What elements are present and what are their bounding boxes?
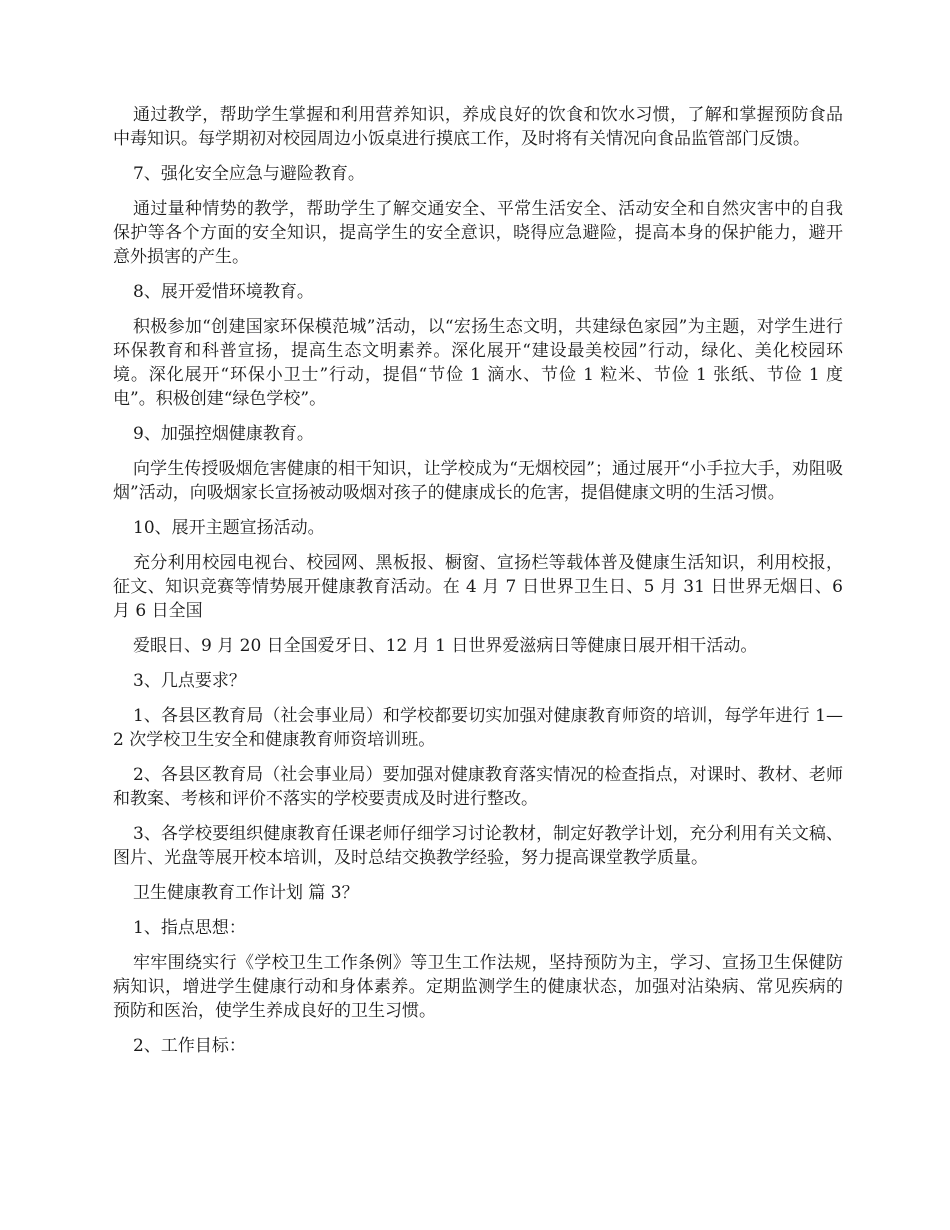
paragraph-theme-promotion: 充分利用校园电视台、校园网、黑板报、橱窗、宣扬栏等载体普及健康生活知识，利用校报，征文、知识竞赛等情势展开健康教育活动。在 4 月 7 日世界卫生日、5 月 31 日世界无烟日、6 月 6 日全国 [113, 553, 843, 621]
heading-theme-promotion: 10、展开主题宣扬活动。 [133, 518, 325, 538]
heading-plan-part-3: 卫生健康教育工作计划 篇 3？ [133, 883, 359, 903]
paragraph-tobacco-control: 向学生传授吸烟危害健康的相干知识，让学校成为“无烟校园”；通过展开“小手拉大手，劝阻吸烟”活动，向吸烟家长宣扬被动吸烟对孩子的健康成长的危害，提倡健康文明的生活习惯。 [113, 459, 843, 503]
paragraph-requirement-1: 1、各县区教育局（社会事业局）和学校都要切实加强对健康教育师资的培训，每学年进行 1—2 次学校卫生安全和健康教育师资培训班。 [113, 706, 843, 750]
heading-requirements: 3、几点要求？ [133, 671, 246, 691]
paragraph-guiding-thought: 牢牢围绕实行《学校卫生工作条例》等卫生工作法规，坚持预防为主，学习、宣扬卫生保健防病知识，增进学生健康行动和身体素养。定期监测学生的健康状态，加强对沾染病、常见疾病的预防和医治，使学生养成良好的卫生习惯。 [113, 953, 843, 1021]
heading-tobacco-control: 9、加强控烟健康教育。 [133, 424, 314, 444]
paragraph-nutrition-education: 通过教学，帮助学生掌握和利用营养知识，养成良好的饮食和饮水习惯，了解和掌握预防食品中毒知识。每学期初对校园周边小饭桌进行摸底工作，及时将有关情况向食品监管部门反馈。 [113, 105, 843, 149]
paragraph-safety-knowledge: 通过量种情势的教学，帮助学生了解交通安全、平常生活安全、活动安全和自然灾害中的自我保护等各个方面的安全知识，提高学生的安全意识，晓得应急避险，提高本身的保护能力，避开意外损害的产生。 [113, 199, 843, 267]
document-page [113, 103, 843, 1069]
paragraph-requirement-2: 2、各县区教育局（社会事业局）要加强对健康教育落实情况的检查指点，对课时、教材、老师和教案、考核和评价不落实的学校要责成及时进行整改。 [113, 765, 843, 809]
paragraph-environment-activities: 积极参加“创建国家环保模范城”活动，以“宏扬生态文明，共建绿色家园”为主题，对学生进行环保教育和科普宣扬，提高生态文明素养。深化展开“建设最美校园”行动，绿化、美化校园环境。深化展开“环保小卫士”行动，提倡“节俭 1 滴水、节俭 1 粒米、节俭 1 张纸、节俭 1 度电”。积极创建“绿色学校”。 [113, 317, 843, 409]
paragraph-requirement-3: 3、各学校要组织健康教育任课老师仔细学习讨论教材，制定好教学计划，充分利用有关文稿、图片、光盘等展开校本培训，及时总结交换教学经验，努力提高课堂教学质量。 [113, 824, 843, 868]
heading-work-goals: 2、工作目标： [133, 1036, 246, 1056]
heading-guiding-thought: 1、指点思想： [133, 918, 246, 938]
paragraph-health-days: 爱眼日、9 月 20 日全国爱牙日、12 月 1 日世界爱滋病日等健康日展开相干活动。 [133, 636, 758, 656]
heading-environment-education: 8、展开爱惜环境教育。 [133, 282, 314, 302]
heading-safety-emergency: 7、强化安全应急与避险教育。 [133, 164, 365, 184]
